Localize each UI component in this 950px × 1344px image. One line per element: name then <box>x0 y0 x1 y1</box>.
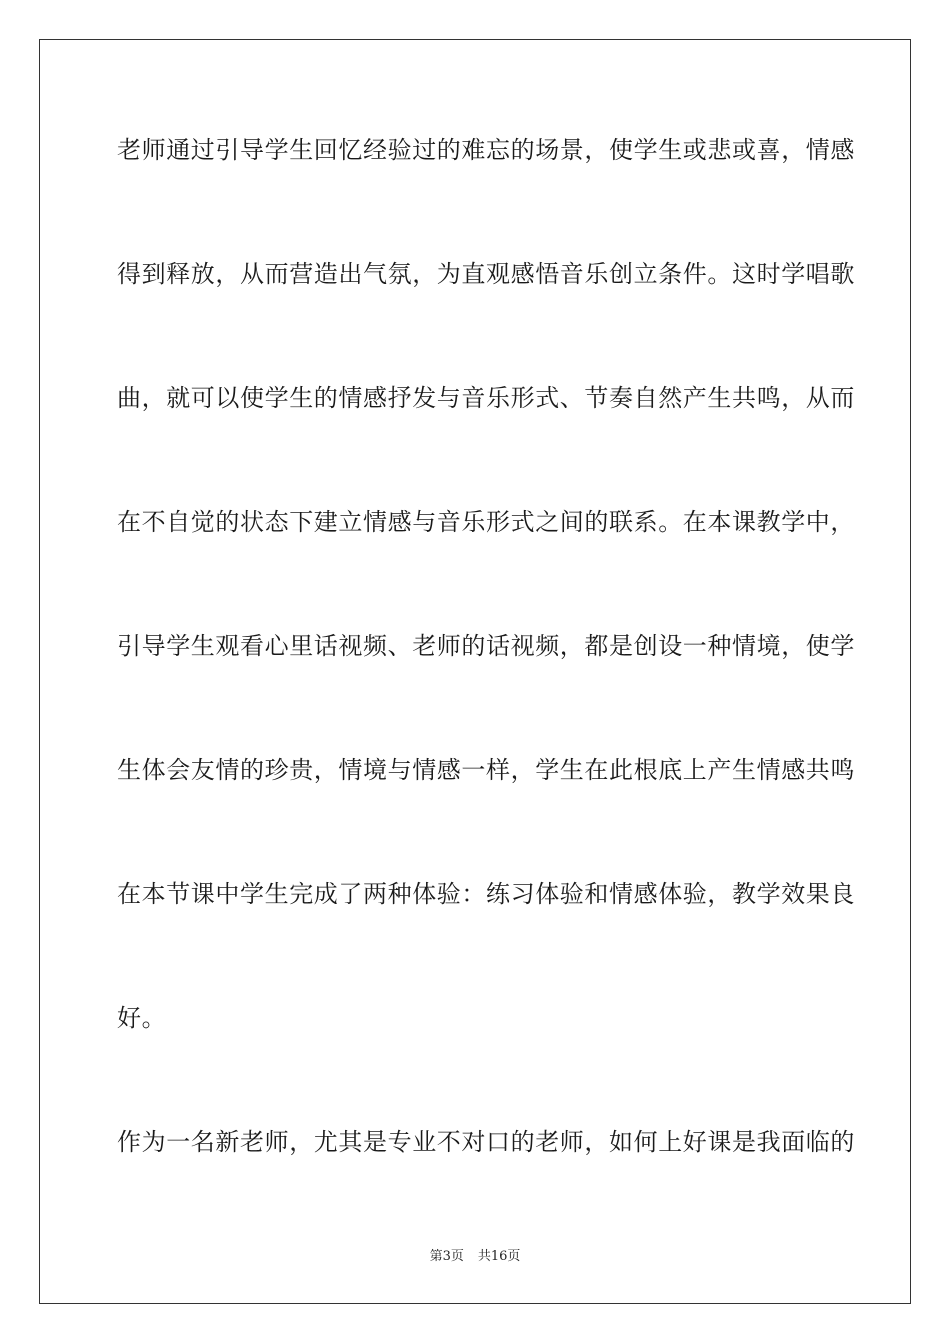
body-text-line: 曲，就可以使学生的情感抒发与音乐形式、节奏自然产生共鸣，从而 <box>117 384 855 412</box>
body-text-line: 在本节课中学生完成了两种体验：练习体验和情感体验，教学效果良 <box>117 880 855 908</box>
body-text-line: 生体会友情的珍贵，情境与情感一样，学生在此根底上产生情感共鸣 <box>117 756 855 784</box>
body-text-line: 在不自觉的状态下建立情感与音乐形式之间的联系。在本课教学中， <box>117 508 855 536</box>
page-footer <box>0 1248 950 1266</box>
body-text-line: 得到释放，从而营造出气氛，为直观感悟音乐创立条件。这时学唱歌 <box>117 260 855 288</box>
body-text-line: 作为一名新老师，尤其是专业不对口的老师，如何上好课是我面临的 <box>117 1128 855 1156</box>
page-border <box>39 39 911 1304</box>
body-text-line: 引导学生观看心里话视频、老师的话视频，都是创设一种情境，使学 <box>117 632 855 660</box>
body-text-line: 老师通过引导学生回忆经验过的难忘的场景，使学生或悲或喜，情感 <box>117 136 855 164</box>
page-total: 共16页 <box>477 1249 521 1264</box>
page-number: 第3页 <box>429 1249 464 1264</box>
body-text-line: 好。 <box>117 1004 167 1032</box>
